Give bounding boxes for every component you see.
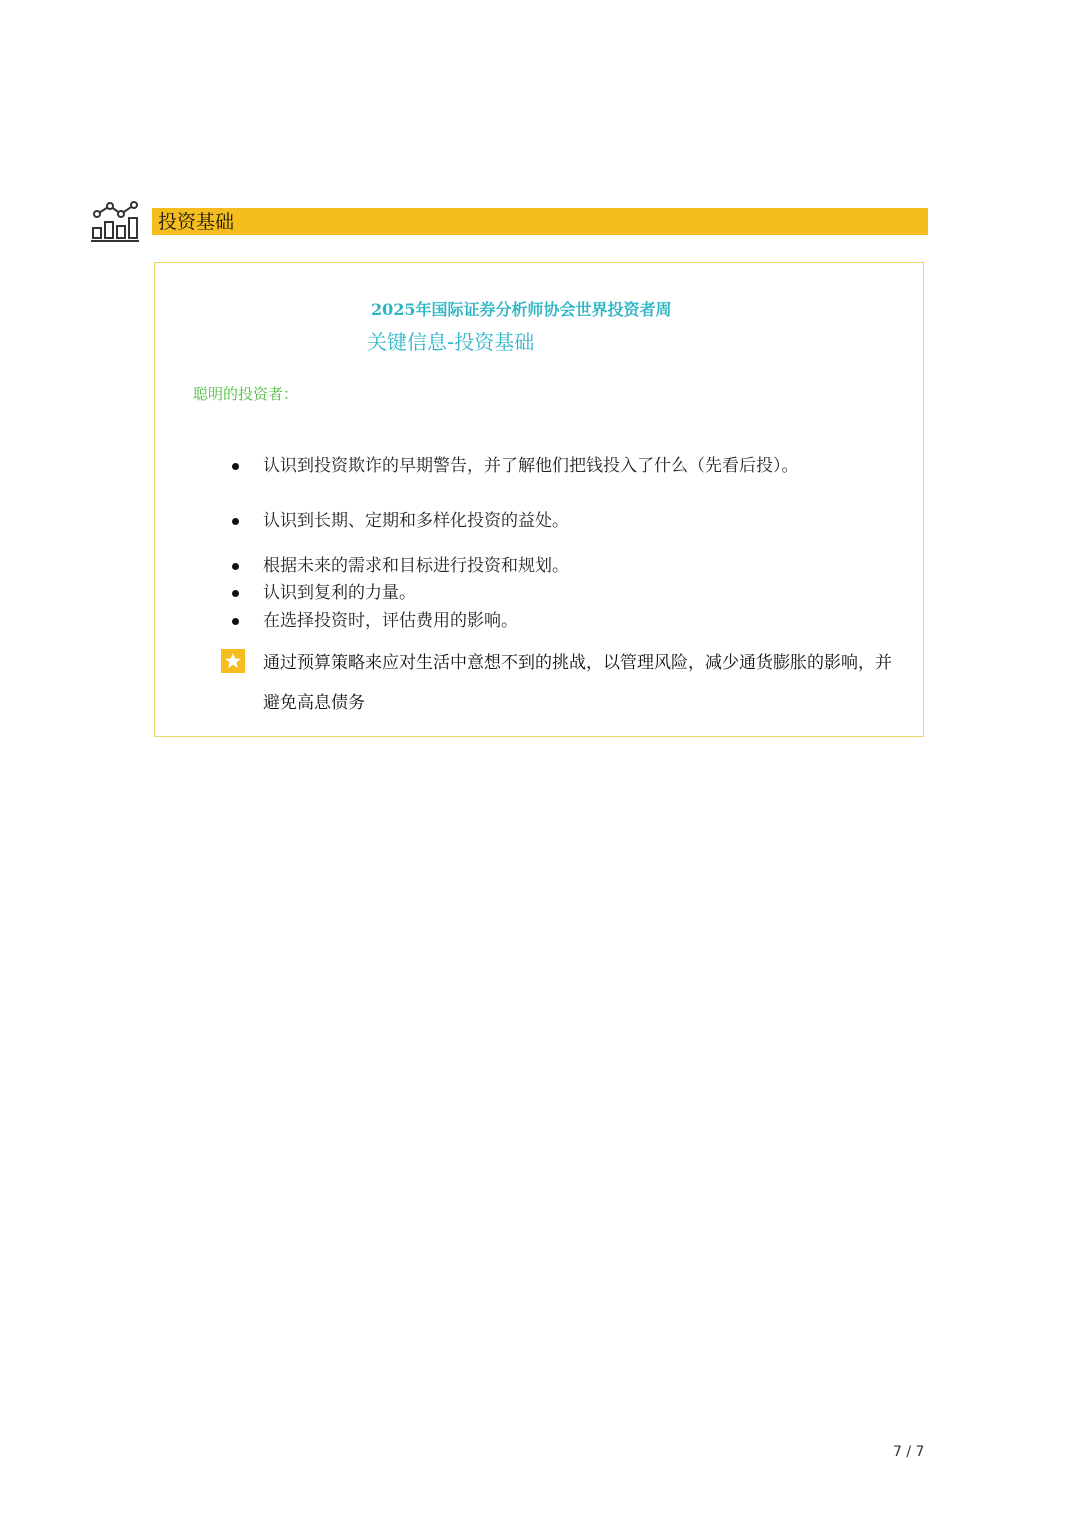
list-item-text: 在选择投资时，评估费用的影响。 [263, 611, 518, 631]
page-number: 7 / 7 [893, 1444, 925, 1460]
chart-growth-icon [90, 200, 140, 244]
bullet-icon [232, 463, 239, 470]
list-item [155, 609, 923, 635]
list-item [155, 454, 923, 480]
star-icon [221, 649, 245, 673]
list-item-text: 认识到复利的力量。 [263, 583, 416, 603]
list-item [155, 554, 923, 580]
event-subtitle: 2025年国际证券分析师协会世界投资者周 [371, 300, 672, 319]
bullet-icon [232, 618, 239, 625]
key-message-box [154, 262, 924, 737]
highlight-text: 通过预算策略来应对生活中意想不到的挑战，以管理风险，减少通货膨胀的影响，并避免高息债务 [263, 653, 892, 713]
key-message-title: 关键信息-投资基础 [367, 330, 535, 354]
list-item-text: 认识到长期、定期和多样化投资的益处。 [263, 511, 569, 531]
section-title: 投资基础 [158, 211, 235, 233]
list-item [155, 509, 923, 535]
list-item-text: 根据未来的需求和目标进行投资和规划。 [263, 556, 569, 576]
intro-label: 聪明的投资者： [193, 385, 299, 403]
bullet-icon [232, 518, 239, 525]
bullet-icon [232, 563, 239, 570]
list-item [155, 581, 923, 607]
bullet-icon [232, 590, 239, 597]
section-header-bar [152, 208, 928, 235]
list-item-text: 认识到投资欺诈的早期警告，并了解他们把钱投入了什么（先看后投）。 [263, 456, 799, 476]
